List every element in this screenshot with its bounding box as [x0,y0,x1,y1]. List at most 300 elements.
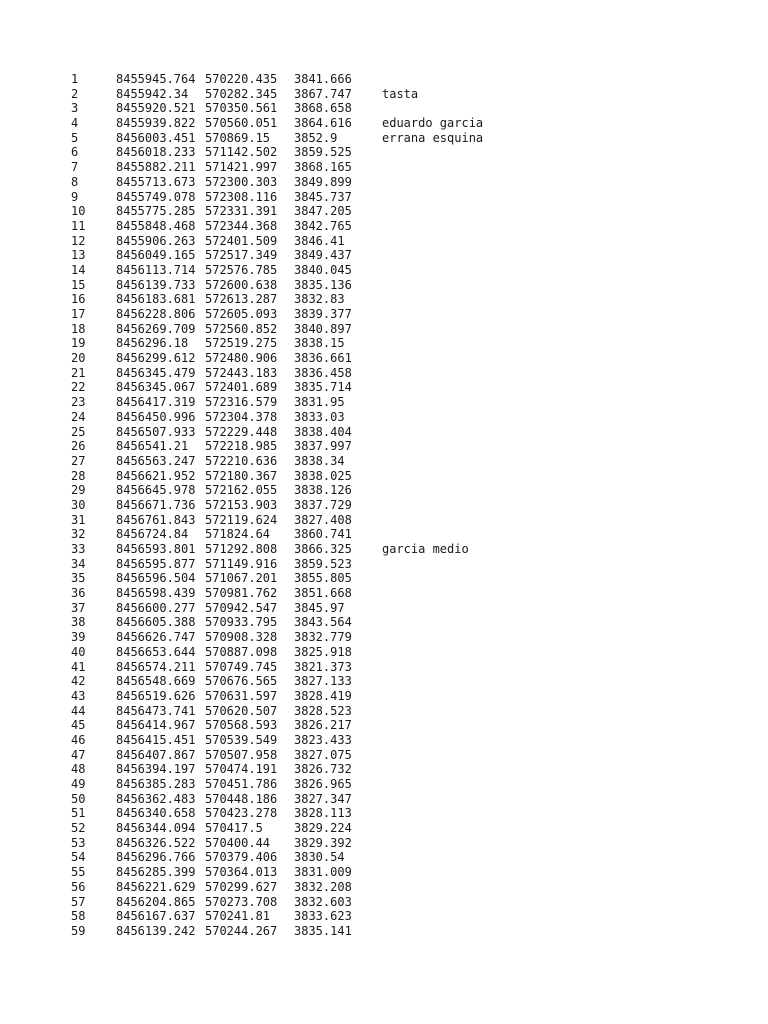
elevation-value: 3828.419 [294,688,352,703]
elevation-value: 3833.623 [294,909,352,924]
elevation-value: 3827.347 [294,791,352,806]
table-row [71,248,691,263]
northing-value: 8456221.629 [116,879,196,894]
point-number: 35 [71,571,86,586]
elevation-value: 3840.045 [294,262,352,277]
northing-value: 8456228.806 [116,307,196,321]
table-row [71,322,691,337]
easting-value: 571142.502 [205,145,278,160]
easting-value: 570244.267 [205,923,278,938]
elevation-value: 3833.03 [294,409,345,424]
table-row [71,895,691,910]
elevation-value: 3849.899 [294,174,352,189]
easting-value: 570933.795 [205,615,278,630]
point-number: 41 [71,659,86,674]
point-description: errana esquina [382,130,484,145]
northing-value: 8456671.736 [116,497,196,512]
point-number: 44 [71,703,86,718]
northing-value: 8456183.681 [116,292,196,307]
point-number: 54 [71,850,86,865]
point-number: 15 [71,277,86,292]
point-number: 14 [71,262,86,277]
point-number: 27 [71,453,86,468]
easting-value: 570423.278 [205,806,278,821]
point-number: 13 [71,248,86,263]
table-row [71,792,691,807]
easting-value: 570273.708 [205,894,278,909]
point-number: 18 [71,321,86,336]
point-number: 42 [71,674,86,689]
point-number: 11 [71,218,86,233]
elevation-value: 3849.437 [294,248,352,263]
northing-value: 8456417.319 [116,395,196,410]
table-row [71,748,691,763]
northing-value: 8456596.504 [116,571,196,586]
easting-value: 570379.406 [205,850,278,865]
table-row [71,351,691,366]
northing-value: 8456598.439 [116,586,196,601]
easting-value: 570451.786 [205,777,278,791]
easting-value: 570887.098 [205,644,278,659]
elevation-value: 3827.133 [294,674,352,689]
point-number: 40 [71,644,86,659]
easting-value: 570400.44 [205,835,271,850]
northing-value: 8456113.714 [116,262,196,277]
elevation-value: 3847.205 [294,204,352,219]
northing-value: 8456344.094 [116,821,196,836]
elevation-value: 3828.523 [294,703,352,718]
easting-value: 571421.997 [205,160,278,175]
point-number: 8 [71,174,79,189]
point-number: 9 [71,189,79,204]
northing-value: 8456167.637 [116,909,196,924]
northing-value: 8456204.865 [116,894,196,909]
table-row [71,410,691,425]
easting-value: 570417.5 [205,821,263,836]
elevation-value: 3838.126 [294,483,352,498]
table-row [71,336,691,351]
elevation-value: 3864.616 [294,116,352,131]
point-number: 37 [71,600,86,615]
point-number: 55 [71,865,86,880]
northing-value: 8456645.978 [116,483,196,498]
table-row [71,145,691,160]
northing-value: 8456003.451 [116,130,196,145]
table-row [71,615,691,630]
northing-value: 8456626.747 [116,630,196,645]
table-row [71,586,691,601]
point-number: 29 [71,483,86,498]
elevation-value: 3838.025 [294,468,352,483]
northing-value: 8456345.067 [116,380,196,395]
elevation-value: 3846.41 [294,233,345,248]
easting-value: 572218.985 [205,439,278,454]
table-row [71,513,691,528]
easting-value: 572576.785 [205,262,278,277]
northing-value: 8455942.34 [116,86,189,101]
table-row [71,689,691,704]
elevation-value: 3839.377 [294,307,352,321]
elevation-value: 3832.603 [294,894,352,909]
point-number: 23 [71,395,86,410]
point-number: 47 [71,747,86,762]
easting-value: 572210.636 [205,453,278,468]
point-number: 1 [71,72,79,86]
northing-value: 8456473.741 [116,703,196,718]
point-number: 34 [71,556,86,571]
table-row [71,483,691,498]
easting-value: 572560.852 [205,321,278,336]
northing-value: 8456595.877 [116,556,196,571]
point-number: 3 [71,101,79,116]
elevation-value: 3821.373 [294,659,352,674]
easting-value: 570568.593 [205,718,278,733]
elevation-value: 3837.997 [294,439,352,454]
point-number: 53 [71,835,86,850]
table-row [71,307,691,322]
northing-value: 8455939.822 [116,116,196,131]
table-row [71,160,691,175]
elevation-value: 3860.741 [294,527,352,542]
table-row [71,527,691,542]
elevation-value: 3831.009 [294,865,352,880]
table-row [71,234,691,249]
easting-value: 570507.958 [205,747,278,762]
point-number: 48 [71,762,86,777]
easting-value: 570220.435 [205,72,278,86]
table-row [71,850,691,865]
easting-value: 572180.367 [205,468,278,483]
northing-value: 8456285.399 [116,865,196,880]
easting-value: 572443.183 [205,365,278,380]
table-row [71,571,691,586]
table-row [71,87,691,102]
easting-value: 570869.15 [205,130,271,145]
elevation-value: 3838.15 [294,336,345,351]
table-row [71,469,691,484]
elevation-value: 3829.224 [294,821,352,836]
point-number: 10 [71,204,86,219]
table-row [71,101,691,116]
easting-value: 572119.624 [205,512,278,527]
northing-value: 8456574.211 [116,659,196,674]
elevation-value: 3829.392 [294,835,352,850]
northing-value: 8456362.483 [116,791,196,806]
table-row [71,395,691,410]
point-number: 28 [71,468,86,483]
easting-value: 572300.303 [205,174,278,189]
point-number: 4 [71,116,79,131]
easting-value: 572153.903 [205,497,278,512]
elevation-value: 3859.523 [294,556,352,571]
northing-value: 8456385.283 [116,777,196,791]
table-row [71,190,691,205]
table-row [71,72,691,87]
easting-value: 572517.349 [205,248,278,263]
table-row [71,674,691,689]
elevation-value: 3866.325 [294,542,352,556]
elevation-value: 3835.136 [294,277,352,292]
table-row [71,836,691,851]
table-row [71,278,691,293]
elevation-value: 3830.54 [294,850,345,865]
northing-value: 8455848.468 [116,218,196,233]
point-number: 56 [71,879,86,894]
northing-value: 8456018.233 [116,145,196,160]
table-row [71,880,691,895]
northing-value: 8456299.612 [116,351,196,366]
table-row [71,718,691,733]
elevation-value: 3832.208 [294,879,352,894]
elevation-value: 3827.075 [294,747,352,762]
easting-value: 570560.051 [205,116,278,131]
elevation-value: 3845.737 [294,189,352,204]
northing-value: 8456605.388 [116,615,196,630]
point-number: 46 [71,732,86,747]
northing-value: 8456519.626 [116,688,196,703]
table-row [71,806,691,821]
elevation-value: 3832.83 [294,292,345,307]
table-row [71,909,691,924]
point-number: 51 [71,806,86,821]
point-number: 5 [71,130,79,145]
table-row [71,821,691,836]
elevation-value: 3845.97 [294,600,345,615]
table-row [71,263,691,278]
elevation-value: 3837.729 [294,497,352,512]
point-number: 52 [71,821,86,836]
elevation-value: 3868.658 [294,101,352,116]
easting-value: 572605.093 [205,307,278,321]
elevation-value: 3836.661 [294,351,352,366]
table-row [71,425,691,440]
point-number: 45 [71,718,86,733]
point-table [71,72,691,939]
point-number: 49 [71,777,86,791]
easting-value: 570631.597 [205,688,278,703]
point-description: tasta [382,86,419,101]
point-number: 25 [71,424,86,439]
elevation-value: 3852.9 [294,130,338,145]
table-row [71,542,691,557]
northing-value: 8455882.211 [116,160,196,175]
northing-value: 8456407.867 [116,747,196,762]
northing-value: 8456653.644 [116,644,196,659]
table-row [71,454,691,469]
easting-value: 571292.808 [205,542,278,556]
point-description: garcia medio [382,542,469,556]
elevation-value: 3827.408 [294,512,352,527]
easting-value: 570282.345 [205,86,278,101]
easting-value: 570539.549 [205,732,278,747]
point-number: 30 [71,497,86,512]
table-row [71,204,691,219]
easting-value: 570350.561 [205,101,278,116]
easting-value: 572401.689 [205,380,278,395]
easting-value: 570749.745 [205,659,278,674]
point-number: 21 [71,365,86,380]
northing-value: 8455945.764 [116,72,196,86]
elevation-value: 3832.779 [294,630,352,645]
northing-value: 8455749.078 [116,189,196,204]
elevation-value: 3838.34 [294,453,345,468]
table-row [71,116,691,131]
point-number: 17 [71,307,86,321]
northing-value: 8456621.952 [116,468,196,483]
northing-value: 8456450.996 [116,409,196,424]
point-number: 43 [71,688,86,703]
table-row [71,439,691,454]
table-row [71,777,691,792]
table-row [71,175,691,190]
elevation-value: 3828.113 [294,806,352,821]
easting-value: 570474.191 [205,762,278,777]
northing-value: 8456139.242 [116,923,196,938]
northing-value: 8456724.84 [116,527,189,542]
easting-value: 570299.627 [205,879,278,894]
elevation-value: 3826.217 [294,718,352,733]
northing-value: 8456600.277 [116,600,196,615]
point-number: 6 [71,145,79,160]
table-row [71,733,691,748]
easting-value: 571824.64 [205,527,271,542]
elevation-value: 3838.404 [294,424,352,439]
easting-value: 572344.368 [205,218,278,233]
point-number: 36 [71,586,86,601]
point-number: 59 [71,923,86,938]
point-number: 12 [71,233,86,248]
point-number: 50 [71,791,86,806]
easting-value: 571149.916 [205,556,278,571]
easting-value: 572316.579 [205,395,278,410]
northing-value: 8456761.843 [116,512,196,527]
table-row [71,219,691,234]
easting-value: 572600.638 [205,277,278,292]
table-row [71,645,691,660]
table-row [71,557,691,572]
northing-value: 8456414.967 [116,718,196,733]
point-number: 39 [71,630,86,645]
point-number: 26 [71,439,86,454]
easting-value: 572613.287 [205,292,278,307]
elevation-value: 3855.805 [294,571,352,586]
northing-value: 8456326.522 [116,835,196,850]
table-row [71,292,691,307]
elevation-value: 3868.165 [294,160,352,175]
northing-value: 8456394.197 [116,762,196,777]
northing-value: 8456415.451 [116,732,196,747]
table-row [71,366,691,381]
elevation-value: 3825.918 [294,644,352,659]
northing-value: 8455775.285 [116,204,196,219]
elevation-value: 3823.433 [294,732,352,747]
northing-value: 8455906.263 [116,233,196,248]
northing-value: 8455920.521 [116,101,196,116]
easting-value: 572162.055 [205,483,278,498]
elevation-value: 3826.965 [294,777,352,791]
northing-value: 8456593.801 [116,542,196,556]
northing-value: 8456296.18 [116,336,189,351]
easting-value: 572229.448 [205,424,278,439]
northing-value: 8456269.709 [116,321,196,336]
point-number: 33 [71,542,86,556]
northing-value: 8456296.766 [116,850,196,865]
table-row [71,131,691,146]
elevation-value: 3843.564 [294,615,352,630]
easting-value: 572331.391 [205,204,278,219]
easting-value: 570620.507 [205,703,278,718]
elevation-value: 3841.666 [294,72,352,86]
elevation-value: 3859.525 [294,145,352,160]
easting-value: 571067.201 [205,571,278,586]
elevation-value: 3835.714 [294,380,352,395]
northing-value: 8456139.733 [116,277,196,292]
elevation-value: 3836.458 [294,365,352,380]
easting-value: 572480.906 [205,351,278,366]
table-row [71,762,691,777]
northing-value: 8456563.247 [116,453,196,468]
easting-value: 570942.547 [205,600,278,615]
elevation-value: 3826.732 [294,762,352,777]
table-row [71,601,691,616]
point-description: eduardo garcia [382,116,484,131]
elevation-value: 3831.95 [294,395,345,410]
elevation-value: 3835.141 [294,923,352,938]
point-number: 24 [71,409,86,424]
easting-value: 572519.275 [205,336,278,351]
easting-value: 570908.328 [205,630,278,645]
point-number: 58 [71,909,86,924]
table-row [71,865,691,880]
point-number: 31 [71,512,86,527]
table-row [71,380,691,395]
elevation-value: 3867.747 [294,86,352,101]
point-number: 32 [71,527,86,542]
table-row [71,660,691,675]
northing-value: 8455713.673 [116,174,196,189]
easting-value: 572401.509 [205,233,278,248]
elevation-value: 3842.765 [294,218,352,233]
northing-value: 8456541.21 [116,439,189,454]
table-row [71,704,691,719]
northing-value: 8456345.479 [116,365,196,380]
easting-value: 570364.013 [205,865,278,880]
northing-value: 8456049.165 [116,248,196,263]
point-number: 22 [71,380,86,395]
table-row [71,630,691,645]
point-number: 57 [71,894,86,909]
easting-value: 570676.565 [205,674,278,689]
point-number: 7 [71,160,79,175]
northing-value: 8456507.933 [116,424,196,439]
elevation-value: 3851.668 [294,586,352,601]
point-number: 2 [71,86,79,101]
easting-value: 572308.116 [205,189,278,204]
point-number: 38 [71,615,86,630]
point-number: 20 [71,351,86,366]
northing-value: 8456340.658 [116,806,196,821]
point-number: 19 [71,336,86,351]
point-number: 16 [71,292,86,307]
easting-value: 572304.378 [205,409,278,424]
table-row [71,498,691,513]
elevation-value: 3840.897 [294,321,352,336]
easting-value: 570241.81 [205,909,271,924]
easting-value: 570981.762 [205,586,278,601]
table-row [71,924,691,939]
northing-value: 8456548.669 [116,674,196,689]
easting-value: 570448.186 [205,791,278,806]
